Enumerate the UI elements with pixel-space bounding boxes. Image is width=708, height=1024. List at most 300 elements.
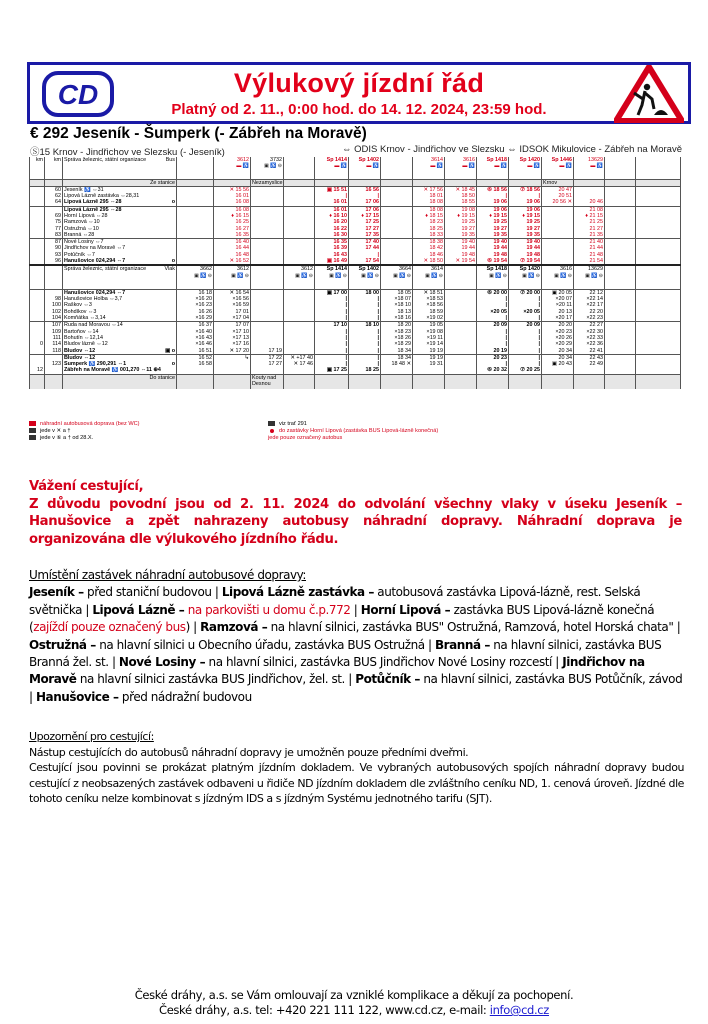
stop-name: Nové Losiny – — [118, 655, 206, 670]
time-cell — [445, 354, 477, 361]
km — [30, 258, 45, 265]
time-cell: ×20 05 — [477, 309, 509, 315]
operator-header: Vlak Správa železnic, státní organizace — [63, 265, 177, 289]
time-cell: 16 39 — [315, 245, 349, 251]
time-cell — [381, 206, 413, 213]
station-name: Potůčník ⇔7 — [63, 252, 177, 258]
separator: | — [111, 655, 119, 670]
time-cell — [251, 206, 284, 213]
km: 104 — [45, 315, 63, 322]
time-cell: ⑦ 19 54 — [509, 258, 542, 265]
time-cell: 19 27 — [477, 226, 509, 232]
time-cell: 17 44 — [349, 245, 381, 251]
to-station — [542, 374, 574, 389]
service-icons: ▣ ♿ ⊖ — [194, 272, 212, 279]
from-station — [315, 179, 349, 186]
time-cell: | — [315, 329, 349, 335]
email-link[interactable]: info@cd.cz — [489, 1003, 549, 1017]
separator: | — [214, 585, 222, 600]
service-icons: ▣ ♿ ⊖ — [554, 272, 572, 279]
footer-apology: České dráhy, a.s. se Vám omlouvají za vzniklé komplikace a děkují za pochopení. — [134, 988, 574, 1002]
separator: | — [676, 620, 681, 635]
train-header — [445, 265, 477, 289]
time-cell: 19 08 — [445, 206, 477, 213]
time-cell: | — [509, 361, 542, 367]
time-cell — [214, 367, 251, 374]
time-cell: 20 09 — [477, 322, 509, 329]
time-cell: 17 19 — [251, 348, 284, 355]
time-cell — [251, 315, 284, 322]
time-cell — [605, 199, 636, 206]
train-header — [413, 265, 445, 289]
stop-description: na hlavní silnici zastávka BUS Jindřichov, žel. st. — [76, 672, 349, 687]
time-cell: 20 47 — [542, 186, 574, 193]
cell — [45, 374, 63, 389]
time-cell: 18 08 — [413, 199, 445, 206]
station-name: Ostružná ⇔10 — [63, 226, 177, 232]
time-cell: | — [315, 315, 349, 322]
legend-item: náhradní autobusová doprava (bez WC) — [29, 421, 140, 428]
train-number: Sp 1446 — [551, 157, 572, 163]
footer — [0, 988, 708, 1018]
service-icons: ▣ ♿ ⊖ — [295, 272, 313, 279]
cell — [315, 389, 349, 390]
time-cell — [636, 199, 681, 206]
km: 109 — [45, 329, 63, 335]
km: 111 — [45, 335, 63, 341]
train-number: 3662 — [200, 266, 212, 273]
station-name: Horní Lipová ⇔28 — [63, 213, 177, 219]
time-cell — [445, 315, 477, 322]
time-cell: 16 08 — [214, 199, 251, 206]
time-cell: 16 22 — [315, 226, 349, 232]
km: 64 — [45, 199, 63, 206]
time-cell: 16 44 — [214, 245, 251, 251]
time-cell — [251, 289, 284, 296]
time-cell: ×17 13 — [214, 335, 251, 341]
train-header — [251, 265, 284, 289]
stop-name: Ramzová – — [200, 620, 268, 635]
bus-icon: ▬ ♿ — [462, 163, 475, 170]
separator: | — [555, 655, 563, 670]
separator: | — [428, 637, 435, 652]
from-station — [177, 179, 214, 186]
stop-name: Jeseník – — [29, 585, 84, 600]
time-cell: 16 40 — [214, 239, 251, 246]
separator: | — [85, 602, 93, 617]
stop-description: před nádražní budovou — [118, 689, 252, 704]
time-cell — [445, 289, 477, 296]
time-cell: 20 20 — [542, 322, 574, 329]
time-cell: | — [477, 193, 509, 199]
time-cell: 16 56 — [349, 186, 381, 193]
time-cell: ♦ 18 15 — [413, 213, 445, 219]
time-cell: 18 25 — [349, 367, 381, 374]
time-cell — [284, 258, 315, 265]
time-cell: | — [315, 309, 349, 315]
from-station — [574, 179, 605, 186]
time-cell: 19 27 — [445, 226, 477, 232]
stop-description: autobusová zastávka Lipová-lázně, rest. Selská světnička — [29, 585, 641, 617]
time-cell: 16 01 — [315, 199, 349, 206]
km-header: km — [45, 157, 63, 179]
cell — [30, 389, 45, 390]
time-cell: | — [509, 335, 542, 341]
time-cell: ✕ 16 52 — [214, 258, 251, 265]
time-cell: ×16 40 — [177, 329, 214, 335]
time-cell — [605, 206, 636, 213]
km — [45, 367, 63, 374]
km: 118 — [45, 348, 63, 355]
train-header — [381, 265, 413, 289]
from-station — [605, 179, 636, 186]
bus-icon: ▬ ♿ — [590, 163, 603, 170]
time-cell: 16 08 — [214, 206, 251, 213]
time-cell — [251, 367, 284, 374]
code-43-icon — [29, 435, 36, 440]
cell — [605, 389, 636, 390]
stop-description: na hlavní silnici, zastávka BUS Jindřichov Nové Losiny rozcestí — [205, 655, 556, 670]
stop-name: Horní Lipová – — [360, 602, 451, 617]
time-cell — [413, 367, 445, 374]
table-row — [30, 239, 681, 246]
train-header — [605, 157, 636, 179]
to-station — [381, 374, 413, 389]
time-cell: ▣ 17 25 — [315, 367, 349, 374]
train-number: 13629 — [588, 266, 603, 273]
time-cell: 18 48 ✕ — [381, 361, 413, 367]
stop-name: Potůčník – — [355, 672, 420, 687]
time-cell: 16 01 — [214, 193, 251, 199]
km: 114 — [45, 341, 63, 347]
time-cell: 16 26 — [177, 309, 214, 315]
to-station — [315, 374, 349, 389]
passenger-notice — [29, 478, 682, 548]
time-cell: 20 51 — [542, 193, 574, 199]
notice-greeting: Vážení cestující, — [29, 479, 144, 494]
to-station — [214, 374, 251, 389]
time-cell: 16 35 — [315, 239, 349, 246]
cell — [413, 389, 445, 390]
station-name: Bludov lázně ⇔12 — [63, 341, 177, 347]
table-row — [30, 258, 681, 265]
time-cell: 17 06 — [349, 199, 381, 206]
time-cell — [251, 232, 284, 239]
time-cell: 17 22 — [251, 354, 284, 361]
time-cell: 19 19 — [413, 354, 445, 361]
time-cell: 18 59 — [413, 309, 445, 315]
station-name: Jindřichov na Moravě ⇔7 — [63, 245, 177, 251]
passenger-warning — [29, 729, 684, 807]
stop-description: na hlavní silnici u Obecního úřadu, zastávka BUS Ostružná — [95, 637, 428, 652]
time-cell: ♦ 19 15 — [445, 213, 477, 219]
time-cell: 19 48 — [445, 252, 477, 258]
time-cell: 21 40 — [574, 239, 605, 246]
time-cell — [381, 186, 413, 193]
time-cell: ×19 02 — [413, 315, 445, 322]
time-cell: 18 34 — [381, 348, 413, 355]
route-subtitle — [30, 144, 682, 158]
time-cell: ×17 04 — [214, 315, 251, 322]
time-cell: | — [315, 193, 349, 199]
cell — [477, 389, 509, 390]
stop-description: zastávka BUS Lipová-lázně konečná ( — [29, 602, 655, 635]
time-cell: 20 34 — [542, 354, 574, 361]
time-cell — [381, 232, 413, 239]
train-header — [315, 157, 349, 179]
stop-note: na parkovišti u domu č.p.772 — [187, 602, 351, 617]
time-cell — [445, 348, 477, 355]
cell — [445, 389, 477, 390]
time-cell: | — [349, 193, 381, 199]
time-cell: ♦ 19 15 — [477, 213, 509, 219]
bus-icon: ▬ ♿ — [236, 163, 249, 170]
warning-heading: Upozornění pro cestující: — [29, 730, 154, 743]
to-station — [477, 374, 509, 389]
time-cell: 18 42 — [413, 245, 445, 251]
table-row — [30, 348, 681, 355]
time-cell: 17 10 — [315, 322, 349, 329]
type-label: Bus — [165, 157, 175, 163]
service-icons: ▣ ♿ ⊖ — [585, 272, 603, 279]
code-28-icon — [29, 428, 36, 433]
table-row — [30, 315, 681, 322]
train-number: 13629 — [588, 157, 603, 163]
service-icons: ▣ ♿ ⊖ — [489, 272, 507, 279]
time-cell: | — [315, 302, 349, 308]
time-cell — [636, 315, 681, 322]
time-cell — [381, 199, 413, 206]
km — [30, 199, 45, 206]
to-station — [284, 374, 315, 389]
header-banner — [27, 62, 691, 124]
time-cell: | — [349, 315, 381, 322]
service-icons: ▣ ♿ ⊖ — [264, 163, 282, 170]
time-cell — [605, 232, 636, 239]
time-cell — [177, 258, 214, 265]
train-header — [477, 157, 509, 179]
stop-description: na hlavní silnici, zastávka BUS" Ostružná, Ramzová, hotel Horská chata" — [267, 620, 677, 635]
time-cell: | — [509, 329, 542, 335]
time-cell: | — [349, 335, 381, 341]
time-cell: 19 25 — [509, 219, 542, 225]
time-cell: ⑥ 19 54 — [477, 258, 509, 265]
time-cell: 19 44 — [477, 245, 509, 251]
train-header — [284, 157, 315, 179]
time-cell — [605, 354, 636, 361]
time-cell: ✕ 17 46 — [284, 361, 315, 367]
time-cell: | — [349, 296, 381, 302]
time-cell: 17 07 — [214, 322, 251, 329]
time-cell — [605, 367, 636, 374]
time-cell: | — [315, 341, 349, 347]
train-number: Sp 1402 — [358, 266, 379, 273]
time-cell: ⑦ 20 00 — [509, 289, 542, 296]
time-cell: ✕ 18 51 — [413, 289, 445, 296]
time-cell: 19 31 — [413, 361, 445, 367]
km-header: km — [30, 157, 45, 179]
stop-name: Branná – — [434, 637, 490, 652]
time-cell: | — [349, 361, 381, 367]
time-cell — [542, 367, 574, 374]
train-number: 3732 — [270, 157, 282, 163]
km — [30, 239, 45, 246]
time-cell: | — [315, 335, 349, 341]
cell — [574, 389, 605, 390]
time-cell — [284, 239, 315, 246]
time-cell: ✕ 18 45 — [445, 186, 477, 193]
from-station — [477, 179, 509, 186]
table-row — [30, 186, 681, 193]
time-cell: ⑦ 18 56 — [509, 186, 542, 193]
time-cell: | — [477, 335, 509, 341]
train-number: 3612 — [237, 266, 249, 273]
time-cell: | — [509, 193, 542, 199]
time-cell: ×18 53 — [413, 296, 445, 302]
time-cell: 20 13 — [542, 309, 574, 315]
time-cell: 19 44 — [509, 245, 542, 251]
to-station-label: Do stanice — [63, 374, 177, 389]
km: 100 — [45, 302, 63, 308]
time-cell: ×19 11 — [413, 335, 445, 341]
time-cell: ×16 20 — [177, 296, 214, 302]
time-cell: ×16 46 — [177, 341, 214, 347]
train-header — [445, 157, 477, 179]
station-name: Ruda nad Moravou ⇔14 — [63, 322, 177, 329]
time-cell: | — [509, 302, 542, 308]
train-header — [315, 265, 349, 289]
to-station — [177, 374, 214, 389]
time-cell — [445, 322, 477, 329]
train-header — [605, 265, 636, 289]
cell — [381, 389, 413, 390]
train-header — [251, 157, 284, 179]
time-cell: 19 25 — [477, 219, 509, 225]
time-cell: | — [509, 348, 542, 355]
train-number: Sp 1420 — [519, 157, 540, 163]
time-cell — [636, 206, 681, 213]
time-cell: 16 01 — [315, 206, 349, 213]
time-cell: 16 27 — [214, 226, 251, 232]
time-cell — [284, 315, 315, 322]
time-cell — [636, 354, 681, 361]
time-cell: 18 10 — [349, 322, 381, 329]
to-station — [636, 374, 681, 389]
km: 123 — [45, 361, 63, 367]
time-cell: 18 20 — [381, 322, 413, 329]
time-cell: 22 27 — [574, 322, 605, 329]
time-cell: ✕ 16 54 — [214, 289, 251, 296]
time-cell — [284, 232, 315, 239]
to-station: Kouty nad Desnou — [251, 374, 284, 389]
time-cell: ♦ 16 10 — [315, 213, 349, 219]
time-cell: | — [315, 361, 349, 367]
station-name: Zábřeh na Moravě ♿ 001,270 ⇔11 ⊕4 — [63, 367, 177, 374]
svg-text:CD: CD — [57, 79, 99, 110]
cell — [177, 389, 214, 390]
station-name: Raškov ⇔3 — [63, 302, 177, 308]
roadworks-warning-icon — [614, 65, 684, 123]
time-cell: ×17 16 — [214, 341, 251, 347]
station-name: Lipová Lázně 295 ⇔28 o — [64, 199, 175, 206]
station-name: Hanušovice 024,294 ⇔7 — [63, 289, 177, 296]
time-cell — [605, 186, 636, 193]
time-cell: 18 05 — [381, 289, 413, 296]
time-cell — [542, 239, 574, 246]
train-header — [214, 265, 251, 289]
time-cell: 19 27 — [509, 226, 542, 232]
km — [45, 206, 63, 213]
table-row — [30, 199, 681, 206]
time-cell: | — [315, 296, 349, 302]
train-header — [574, 265, 605, 289]
train-number: 3612 — [301, 266, 313, 273]
station-name: Bludov ⇔12 ▣ o — [64, 347, 175, 354]
code-96-icon — [268, 421, 275, 426]
train-number: Sp 1418 — [486, 266, 507, 273]
time-cell: | — [509, 296, 542, 302]
train-header — [349, 157, 381, 179]
stop-name: Lipová Lázně – — [92, 602, 185, 617]
stop-description: na hlavní silnici, zastávka BUS Potůčník, závod — [419, 672, 683, 687]
time-cell: 22 43 — [574, 354, 605, 361]
time-cell — [605, 289, 636, 296]
time-cell: 19 19 — [413, 348, 445, 355]
time-cell — [605, 258, 636, 265]
time-cell: 17 54 — [349, 258, 381, 265]
km: 93 — [45, 252, 63, 258]
time-cell — [636, 348, 681, 355]
time-cell — [542, 206, 574, 213]
time-cell: 19 06 — [509, 199, 542, 206]
time-cell: 19 35 — [509, 232, 542, 239]
station-name: Bohdíkov ⇔3 — [63, 309, 177, 315]
time-cell: 21 44 — [574, 245, 605, 251]
stop-description: před staniční budovou — [83, 585, 215, 600]
station-name: Šumperk ♿ 290,291 ⇔1 o — [64, 361, 175, 368]
time-cell — [542, 258, 574, 265]
time-cell: ×20 23 — [542, 329, 574, 335]
time-cell: 18 00 — [349, 289, 381, 296]
km — [30, 322, 45, 329]
footer-contact: České dráhy, a.s. tel: +420 221 111 122, www.cd.cz, e-mail: info@cd.cz — [159, 1003, 549, 1017]
table-row — [30, 354, 681, 361]
cell — [542, 389, 574, 390]
time-cell: ▣ 20 43 — [542, 361, 574, 367]
service-icons: ▣ ♿ ⊖ — [329, 272, 347, 279]
bus-icon: ▬ ♿ — [527, 163, 540, 170]
from-station — [509, 179, 542, 186]
train-number: Sp 1414 — [326, 157, 347, 163]
time-cell: ♦ 21 15 — [574, 213, 605, 219]
time-cell: ×16 23 — [177, 302, 214, 308]
time-cell: ×18 26 — [381, 335, 413, 341]
time-cell: ×16 29 — [177, 315, 214, 322]
km: 60 — [45, 186, 63, 193]
time-cell: ×20 17 — [542, 315, 574, 322]
time-cell: 18 46 — [413, 252, 445, 258]
train-number: Sp 1420 — [519, 266, 540, 273]
time-cell: 21 27 — [574, 226, 605, 232]
time-cell — [177, 199, 214, 206]
from-station — [214, 179, 251, 186]
time-cell: ×18 56 — [413, 302, 445, 308]
km — [30, 186, 45, 193]
time-cell: ×22 36 — [574, 341, 605, 347]
time-cell: ×22 33 — [574, 335, 605, 341]
km: 0 — [30, 341, 45, 347]
time-cell: ⑥ 18 56 — [477, 186, 509, 193]
